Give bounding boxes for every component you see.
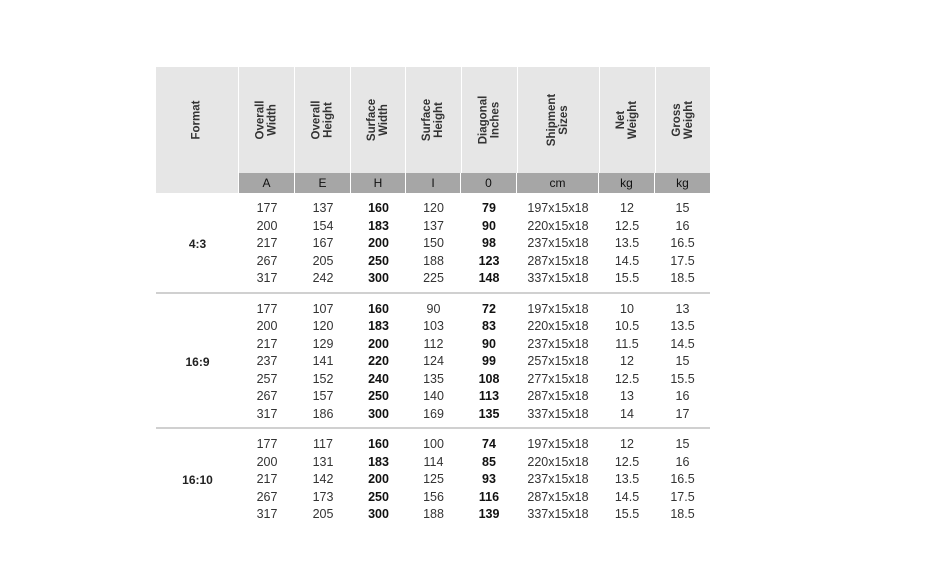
cell-overall-height: 186 (312, 406, 334, 421)
table-row (239, 454, 710, 472)
cell-shipment-sizes: 337x15x18 (527, 507, 589, 521)
cell-gross-weight: 17.5 (670, 253, 695, 268)
cell-diagonal-inches: 90 (482, 336, 496, 351)
cell-surface-height: 156 (423, 489, 444, 504)
cell-gross-weight: 16.5 (670, 472, 695, 486)
unit-label: H (351, 173, 406, 193)
unit-label: kg (655, 173, 710, 193)
cell-overall-width: 217 (256, 236, 278, 250)
cell-overall-height: 131 (312, 454, 334, 469)
cell-diagonal-inches: 123 (478, 253, 500, 268)
column-header-label: Gross Weight (670, 100, 695, 140)
column-header-label: Surface Height (421, 98, 446, 142)
cell-surface-height: 150 (423, 236, 444, 250)
cell-surface-height: 135 (423, 371, 444, 386)
cell-net-weight: 12.5 (614, 454, 640, 469)
cell-net-weight: 14.5 (614, 489, 640, 504)
cell-shipment-sizes: 337x15x18 (527, 406, 589, 421)
table-row (239, 270, 710, 288)
cell-overall-height: 120 (312, 319, 334, 333)
cell-net-weight: 13.5 (614, 236, 640, 250)
column-header-label: Format (190, 100, 203, 140)
cell-surface-width: 300 (368, 507, 389, 521)
table-row (239, 301, 710, 319)
cell-overall-width: 317 (256, 507, 278, 521)
cell-overall-width: 267 (256, 253, 278, 268)
cell-surface-height: 225 (423, 271, 444, 285)
cell-overall-height: 173 (312, 489, 334, 504)
column-header-surface-width (351, 67, 406, 173)
cell-overall-height: 107 (312, 301, 334, 316)
cell-gross-weight: 14.5 (670, 336, 695, 351)
cell-shipment-sizes: 220x15x18 (527, 454, 589, 469)
table-row (239, 318, 710, 336)
format-label: 4:3 (188, 236, 207, 251)
column-header-label: Surface Width (366, 98, 391, 142)
cell-net-weight: 13 (620, 389, 634, 403)
cell-surface-width: 300 (368, 271, 389, 285)
cell-overall-width: 200 (256, 454, 278, 469)
table-row (239, 406, 710, 424)
table-row (239, 471, 710, 489)
column-header-net-weight (600, 67, 656, 173)
cell-diagonal-inches: 74 (482, 437, 496, 451)
cell-gross-weight: 15 (675, 201, 690, 215)
cell-gross-weight: 17 (675, 406, 690, 421)
table-row (239, 506, 710, 524)
cell-overall-height: 117 (313, 437, 333, 451)
unit-label: A (239, 173, 295, 193)
cell-surface-width: 200 (368, 336, 389, 351)
cell-overall-height: 142 (312, 472, 334, 486)
cell-surface-width: 250 (368, 489, 389, 504)
cell-net-weight: 12 (620, 201, 634, 215)
cell-surface-width: 160 (368, 437, 389, 451)
table-header (156, 67, 710, 173)
spec-table (156, 67, 710, 528)
cell-net-weight: 15.5 (614, 271, 640, 285)
cell-overall-width: 217 (256, 336, 278, 351)
column-header-shipment-sizes (518, 67, 600, 173)
table-row (239, 235, 710, 253)
column-header-gross-weight (656, 67, 710, 173)
cell-shipment-sizes: 220x15x18 (527, 319, 589, 333)
cell-shipment-sizes: 237x15x18 (527, 236, 589, 250)
cell-gross-weight: 17.5 (670, 489, 695, 504)
cell-surface-width: 160 (368, 301, 389, 316)
unit-label: 0 (461, 173, 517, 193)
cell-surface-width: 300 (368, 406, 389, 421)
cell-gross-weight: 18.5 (670, 507, 695, 521)
cell-net-weight: 10 (620, 301, 634, 316)
cell-gross-weight: 13 (675, 301, 690, 316)
cell-surface-height: 125 (423, 472, 444, 486)
cell-overall-width: 257 (256, 371, 278, 386)
cell-surface-height: 188 (423, 507, 444, 521)
cell-overall-width: 177 (256, 437, 278, 451)
unit-label: E (295, 173, 351, 193)
cell-shipment-sizes: 237x15x18 (527, 472, 589, 486)
unit-label: kg (599, 173, 655, 193)
cell-surface-height: 90 (426, 301, 441, 316)
cell-net-weight: 12.5 (614, 218, 640, 233)
cell-gross-weight: 15 (675, 354, 690, 368)
cell-surface-width: 220 (368, 354, 389, 368)
cell-overall-height: 154 (312, 218, 334, 233)
cell-diagonal-inches: 148 (478, 271, 500, 285)
unit-label: I (406, 173, 461, 193)
cell-diagonal-inches: 116 (478, 489, 500, 504)
cell-shipment-sizes: 237x15x18 (527, 336, 589, 351)
table-row (239, 436, 710, 454)
cell-shipment-sizes: 197x15x18 (527, 301, 589, 316)
cell-diagonal-inches: 79 (482, 201, 496, 215)
cell-overall-width: 317 (256, 406, 278, 421)
table-row (239, 336, 710, 354)
cell-gross-weight: 16.5 (670, 236, 695, 250)
cell-overall-height: 205 (312, 253, 334, 268)
cell-overall-width: 200 (256, 319, 278, 333)
cell-diagonal-inches: 99 (482, 354, 496, 368)
cell-overall-width: 237 (256, 354, 278, 368)
units-row (156, 173, 710, 193)
cell-diagonal-inches: 108 (478, 371, 500, 386)
column-header-overall-height (295, 67, 351, 173)
column-header-label: Overall Height (310, 100, 335, 140)
cell-diagonal-inches: 98 (482, 236, 496, 250)
cell-shipment-sizes: 220x15x18 (527, 218, 589, 233)
cell-diagonal-inches: 83 (482, 319, 496, 333)
cell-overall-height: 242 (312, 271, 334, 285)
cell-surface-width: 183 (368, 319, 389, 333)
cell-net-weight: 12.5 (614, 371, 640, 386)
cell-gross-weight: 18.5 (670, 271, 695, 285)
column-header-label: Shipment Sizes (546, 93, 571, 147)
table-row (239, 489, 710, 507)
cell-surface-height: 120 (423, 201, 444, 215)
cell-gross-weight: 15.5 (670, 371, 695, 386)
cell-shipment-sizes: 287x15x18 (527, 389, 589, 403)
table-row (239, 253, 710, 271)
cell-overall-height: 157 (312, 389, 334, 403)
cell-gross-weight: 13.5 (670, 319, 695, 333)
cell-surface-width: 183 (368, 454, 389, 469)
cell-surface-width: 160 (368, 201, 389, 215)
cell-overall-width: 217 (256, 472, 278, 486)
cell-shipment-sizes: 257x15x18 (527, 354, 589, 368)
cell-surface-height: 114 (423, 454, 444, 469)
cell-gross-weight: 16 (675, 218, 690, 233)
cell-surface-height: 103 (423, 319, 444, 333)
cell-surface-height: 124 (423, 354, 444, 368)
column-header-label: Diagonal Inches (477, 95, 502, 145)
cell-overall-width: 177 (256, 201, 278, 215)
cell-overall-width: 200 (256, 218, 278, 233)
table-body (156, 193, 710, 528)
cell-shipment-sizes: 197x15x18 (527, 201, 589, 215)
cell-net-weight: 14.5 (614, 253, 640, 268)
cell-diagonal-inches: 90 (482, 218, 496, 233)
cell-surface-width: 250 (368, 253, 389, 268)
cell-surface-height: 169 (423, 406, 444, 421)
cell-net-weight: 15.5 (614, 507, 640, 521)
cell-diagonal-inches: 113 (478, 389, 500, 403)
cell-net-weight: 12 (620, 437, 634, 451)
column-header-label: Net Weight (615, 100, 640, 140)
cell-overall-height: 205 (312, 507, 334, 521)
table-row (239, 388, 710, 406)
cell-surface-width: 183 (368, 218, 389, 233)
cell-surface-width: 240 (368, 371, 389, 386)
cell-shipment-sizes: 337x15x18 (527, 271, 589, 285)
format-group (156, 427, 710, 528)
cell-diagonal-inches: 85 (482, 454, 496, 469)
cell-net-weight: 11.5 (615, 336, 639, 351)
format-label: 16:9 (185, 354, 210, 369)
unit-label (156, 173, 239, 193)
cell-net-weight: 12 (620, 354, 634, 368)
format-group (156, 292, 710, 428)
table-row (239, 218, 710, 236)
table-row (239, 371, 710, 389)
cell-surface-height: 140 (423, 389, 444, 403)
cell-overall-width: 267 (256, 389, 278, 403)
cell-surface-width: 200 (368, 472, 389, 486)
column-header-overall-width (239, 67, 295, 173)
cell-surface-height: 100 (423, 437, 444, 451)
cell-diagonal-inches: 93 (482, 472, 496, 486)
cell-overall-height: 167 (312, 236, 334, 250)
cell-shipment-sizes: 277x15x18 (527, 371, 589, 386)
cell-overall-width: 177 (256, 301, 278, 316)
cell-shipment-sizes: 287x15x18 (527, 253, 589, 268)
cell-gross-weight: 16 (675, 389, 690, 403)
cell-diagonal-inches: 135 (478, 406, 500, 421)
cell-surface-height: 112 (423, 336, 444, 351)
cell-surface-width: 250 (368, 389, 389, 403)
cell-net-weight: 14 (620, 406, 634, 421)
cell-overall-width: 317 (256, 271, 278, 285)
cell-overall-width: 267 (256, 489, 278, 504)
cell-diagonal-inches: 139 (478, 507, 500, 521)
cell-net-weight: 10.5 (614, 319, 640, 333)
cell-diagonal-inches: 72 (482, 301, 496, 316)
cell-surface-width: 200 (368, 236, 389, 250)
cell-overall-height: 129 (312, 336, 334, 351)
column-header-label: Overall Width (254, 100, 279, 140)
column-header-surface-height (406, 67, 461, 173)
column-header-format (156, 67, 239, 173)
cell-shipment-sizes: 197x15x18 (527, 437, 589, 451)
column-header-diagonal-inches (462, 67, 518, 173)
cell-overall-height: 141 (312, 354, 334, 368)
format-group (156, 193, 710, 292)
cell-gross-weight: 15 (675, 437, 690, 451)
cell-gross-weight: 16 (675, 454, 690, 469)
cell-net-weight: 13.5 (614, 472, 640, 486)
cell-surface-height: 188 (423, 253, 444, 268)
table-row (239, 200, 710, 218)
cell-overall-height: 152 (312, 371, 334, 386)
format-label: 16:10 (182, 472, 213, 487)
cell-overall-height: 137 (312, 201, 334, 215)
table-row (239, 353, 710, 371)
cell-shipment-sizes: 287x15x18 (527, 489, 589, 504)
cell-surface-height: 137 (423, 218, 444, 233)
unit-label: cm (517, 173, 599, 193)
